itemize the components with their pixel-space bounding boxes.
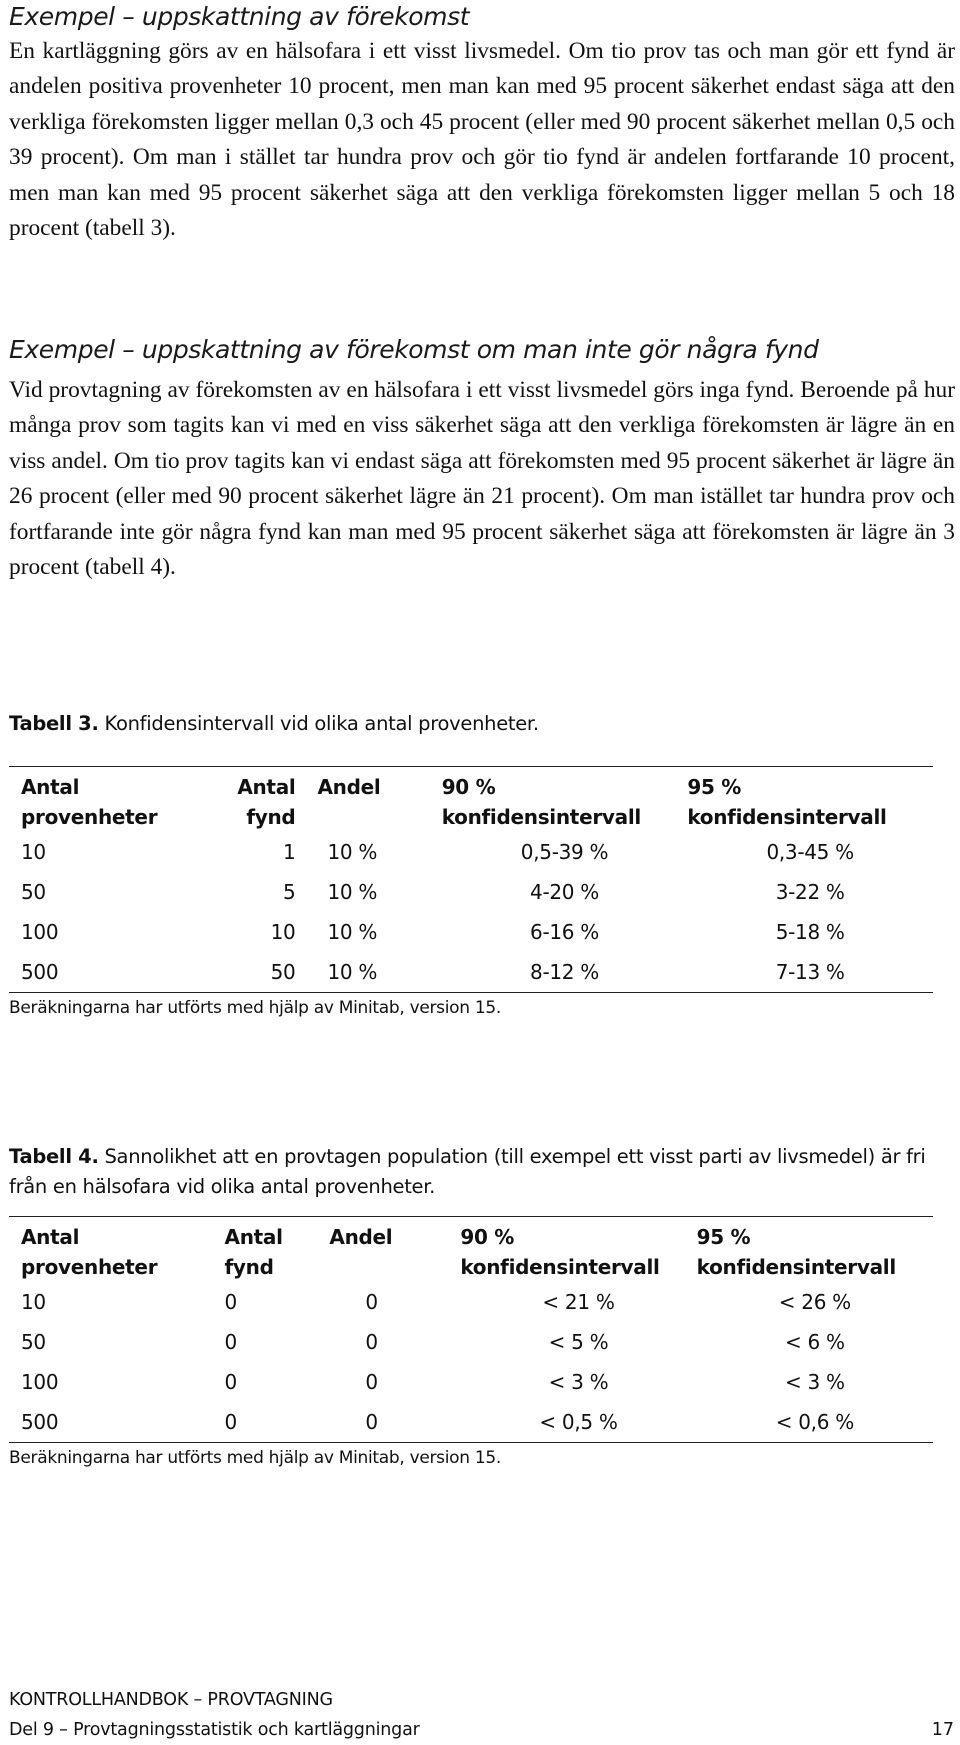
- table-cell: 0: [365, 1370, 378, 1394]
- footer-title: KONTROLLHANDBOK – PROVTAGNING: [9, 1690, 333, 1710]
- table-cell: 0: [224, 1410, 237, 1434]
- table4-header-90-ci: 90 % konfidensintervall: [460, 1225, 660, 1279]
- table3-header-antal-fynd: Antal fynd: [237, 775, 296, 829]
- table-row: [9, 1282, 933, 1322]
- table-row: [9, 1362, 933, 1402]
- table3-header-row: [9, 767, 933, 833]
- table-cell: 10 %: [327, 880, 378, 904]
- table-cell: 0: [224, 1290, 237, 1314]
- table-cell: 8-12 %: [530, 960, 599, 984]
- table-cell: 10: [21, 840, 46, 864]
- table-cell: 10 %: [327, 920, 378, 944]
- table-cell: 10: [21, 1290, 46, 1314]
- table-cell: 500: [21, 1410, 59, 1434]
- section1-heading: Exempel – uppskattning av förekomst: [9, 2, 470, 31]
- table-cell: 50: [21, 880, 46, 904]
- table4-caption-text: Sannolikhet att en provtagen population (till exempel ett visst parti av livsmedel) är fri från en hälsofara vid olika antal provenheter.: [9, 1145, 926, 1198]
- table4-header-95-ci: 95 % konfidensintervall: [696, 1225, 896, 1279]
- table-row: [9, 1322, 933, 1362]
- table4-caption: [9, 1142, 955, 1202]
- table-row: [9, 872, 933, 912]
- table-row: [9, 832, 933, 872]
- table3-note: Beräkningarna har utförts med hjälp av Minitab, version 15.: [9, 998, 501, 1018]
- table-cell: 0: [365, 1290, 378, 1314]
- table-cell: < 0,5 %: [539, 1410, 618, 1434]
- table-cell: 0: [365, 1330, 378, 1354]
- section2-paragraph: Vid provtagning av förekomsten av en hälsofara i ett visst livsmedel görs inga fynd. Beroende på hur många prov som tagits kan vi med en viss säkerhet säga att den verkliga förekomsten är lägre än en viss andel. Om tio prov tagits kan vi endast säga att förekomsten med 95 procent säkerhet är lägre än 26 procent (eller med 90 procent säkerhet lägre än 21 procent). Om man istället tar hundra prov och fortfarande inte gör några fynd kan man med 95 procent säkerhet säga att förekomsten är lägre än 3 procent (tabell 4).: [9, 377, 955, 581]
- table-row: [9, 912, 933, 952]
- table4-note: Beräkningarna har utförts med hjälp av Minitab, version 15.: [9, 1448, 501, 1468]
- table-cell: 10 %: [327, 840, 378, 864]
- table-cell: 500: [21, 960, 59, 984]
- table-cell: 50: [21, 1330, 46, 1354]
- table-cell: < 6 %: [784, 1330, 845, 1354]
- table-cell: 5: [283, 880, 296, 904]
- table3-header-antal-provenheter: Antal provenheter: [21, 775, 158, 829]
- footer-subtitle: Del 9 – Provtagningsstatistik och kartläggningar: [9, 1720, 420, 1740]
- section1-paragraph: En kartläggning görs av en hälsofara i ett visst livsmedel. Om tio prov tas och man gör ett fynd är andelen positiva provenheter 10 procent, men man kan med 95 procent säkerhet endast säga att den verkliga förekomsten ligger mellan 0,3 och 45 procent (eller med 90 procent säkerhet mellan 0,5 och 39 procent). Om man i stället tar hundra prov och gör tio fynd är andelen fortfarande 10 procent, men man kan med 95 procent säkerhet säga att den verkliga förekomsten ligger mellan 5 och 18 procent (tabell 3).: [9, 38, 955, 242]
- table-cell: < 21 %: [542, 1290, 615, 1314]
- table3-caption-label: Tabell 3.: [9, 712, 99, 735]
- table-cell: < 3 %: [784, 1370, 845, 1394]
- table-cell: < 5 %: [548, 1330, 609, 1354]
- table-cell: 0,3-45 %: [766, 840, 854, 864]
- table-cell: 1: [283, 840, 296, 864]
- table-cell: 6-16 %: [530, 920, 599, 944]
- table3-header-90-ci: 90 % konfidensintervall: [441, 775, 641, 829]
- table-cell: 7-13 %: [775, 960, 845, 984]
- table-cell: 10: [270, 920, 296, 944]
- table-cell: 0: [365, 1410, 378, 1434]
- table-cell: < 26 %: [778, 1290, 851, 1314]
- table-cell: 3-22 %: [775, 880, 845, 904]
- table4-caption-label: Tabell 4.: [9, 1145, 99, 1168]
- table-cell: < 0,6 %: [775, 1410, 854, 1434]
- table4-header-row: [9, 1217, 933, 1283]
- table4-header-antal-provenheter: Antal provenheter: [21, 1225, 158, 1279]
- table-row: [9, 952, 933, 993]
- table3: [9, 766, 933, 993]
- table-cell: 0,5-39 %: [520, 840, 609, 864]
- table-cell: 100: [21, 920, 59, 944]
- table-cell: 5-18 %: [775, 920, 845, 944]
- table-row: [9, 1402, 933, 1443]
- table4-header-andel: Andel: [329, 1225, 393, 1249]
- table4-header-antal-fynd: Antal fynd: [224, 1225, 283, 1279]
- table-cell: 100: [21, 1370, 59, 1394]
- table3-caption-text: Konfidensintervall vid olika antal provenheter.: [98, 712, 539, 735]
- table-cell: 0: [224, 1370, 237, 1394]
- table-cell: 10 %: [327, 960, 378, 984]
- table3-header-andel: Andel: [317, 775, 381, 799]
- page-number: 17: [931, 1720, 954, 1740]
- section2-heading: Exempel – uppskattning av förekomst om man inte gör några fynd: [9, 335, 819, 364]
- table3-caption: [9, 709, 955, 739]
- table3-header-95-ci: 95 % konfidensintervall: [687, 775, 887, 829]
- table-cell: 50: [270, 960, 296, 984]
- table-cell: 0: [224, 1330, 237, 1354]
- table-cell: < 3 %: [548, 1370, 609, 1394]
- table-cell: 4-20 %: [530, 880, 599, 904]
- table4: [9, 1216, 933, 1443]
